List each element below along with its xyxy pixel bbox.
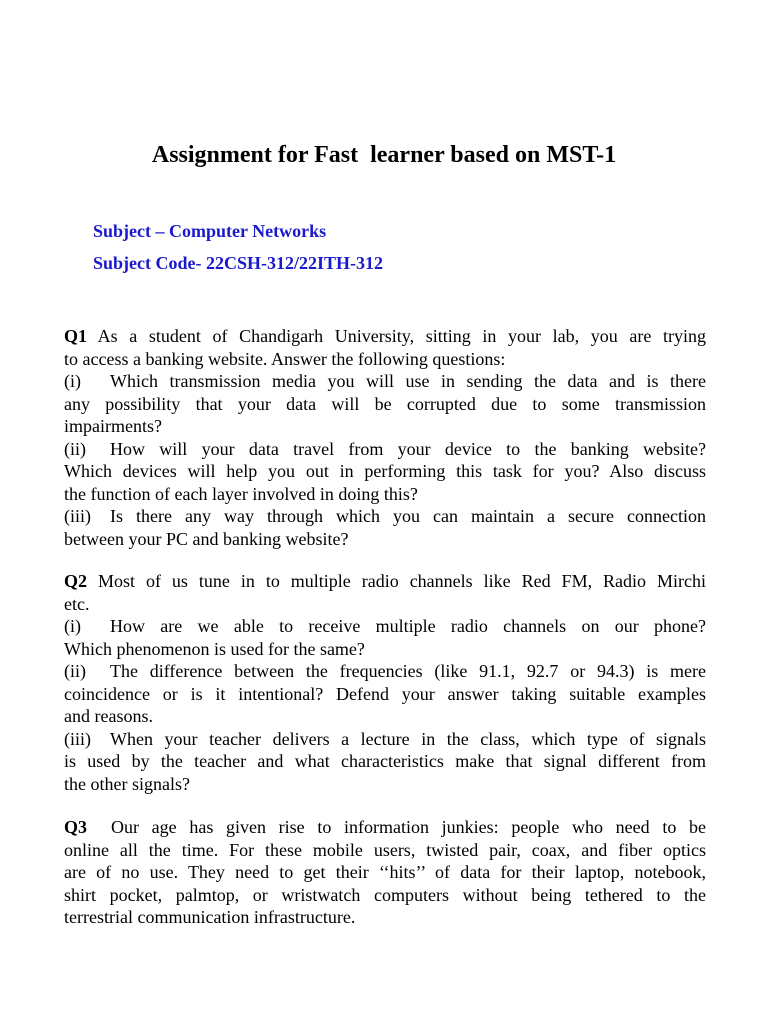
subject-code-line: Subject Code- 22CSH-312/22ITH-312: [93, 253, 384, 273]
item-number: (ii): [64, 661, 86, 681]
q1-line: any possibility that your data will be corrupted due to some transmission: [64, 393, 706, 414]
item-text: The difference between the frequencies (like 91.1, 92.7 or 94.3) is mere: [110, 661, 706, 681]
subject-line: Subject – Computer Networks: [93, 221, 327, 241]
item-text: How will your data travel from your device to the banking website?: [110, 438, 706, 459]
q1-line: Which devices will help you out in performing this task for you? Also discuss: [64, 461, 706, 481]
q3-line: online all the time. For these mobile users, twisted pair, coax, and fiber optics: [64, 839, 706, 860]
question-1: [64, 325, 706, 550]
q1-item-i: [64, 370, 706, 393]
q3-line: terrestrial communication infrastructure.: [64, 907, 356, 927]
item-number: (i): [64, 371, 81, 391]
item-text: Is there any way through which you can maintain a secure connection: [110, 506, 706, 526]
item-text: When your teacher delivers a lecture in the class, which type of signals: [110, 728, 706, 749]
q2-line: [64, 570, 706, 593]
item-number: (i): [64, 616, 81, 636]
item-text: Which transmission media you will use in sending the data and is there: [110, 371, 706, 391]
q2-item-i: [64, 615, 706, 638]
q3-line: are of no use. They need to get their ‘‘hits’’ of data for their laptop, notebook,: [64, 862, 706, 882]
item-number: (iii): [64, 506, 91, 526]
item-text: How are we able to receive multiple radio channels on our phone?: [110, 616, 706, 636]
q1-line: [64, 325, 706, 348]
question-2: [64, 570, 706, 795]
q2-line: is used by the teacher and what characteristics make that signal different from: [64, 751, 706, 771]
q3-line: shirt pocket, palmtop, or wristwatch computers without being tethered to the: [64, 884, 706, 905]
q3-line: [64, 816, 706, 839]
q3-label-text: Q3: [64, 817, 88, 837]
q2-item-ii: [64, 660, 706, 683]
page-title: Assignment for Fast learner based on MST-1: [151, 142, 617, 168]
item-number: (ii): [64, 438, 86, 459]
q1-line: between your PC and banking website?: [64, 528, 349, 549]
q2-line: coincidence or is it intentional? Defend your answer taking suitable examples: [64, 683, 706, 704]
q3-text: Our age has given rise to information junkies: people who need to be: [111, 817, 706, 837]
q2-line: and reasons.: [64, 706, 153, 726]
q2-line: Which phenomenon is used for the same?: [64, 638, 365, 659]
q1-item-iii: [64, 505, 706, 528]
q2-text: Most of us tune in to multiple radio channels like Red FM, Radio Mirchi: [87, 571, 706, 591]
q1-text: As a student of Chandigarh University, sitting in your lab, you are trying: [87, 326, 706, 346]
q3-label: [64, 816, 111, 839]
q2-line: the other signals?: [64, 773, 190, 794]
q1-item-ii: [64, 438, 706, 461]
q2-item-iii: [64, 728, 706, 751]
q1-line: to access a banking website. Answer the following questions:: [64, 348, 506, 369]
q2-label: Q2: [64, 571, 88, 591]
question-3: [64, 816, 706, 929]
q1-line: the function of each layer involved in doing this?: [64, 483, 418, 504]
q2-line: etc.: [64, 593, 90, 614]
q1-line: impairments?: [64, 416, 162, 436]
item-number: (iii): [64, 728, 91, 749]
q1-label: Q1: [64, 326, 88, 346]
